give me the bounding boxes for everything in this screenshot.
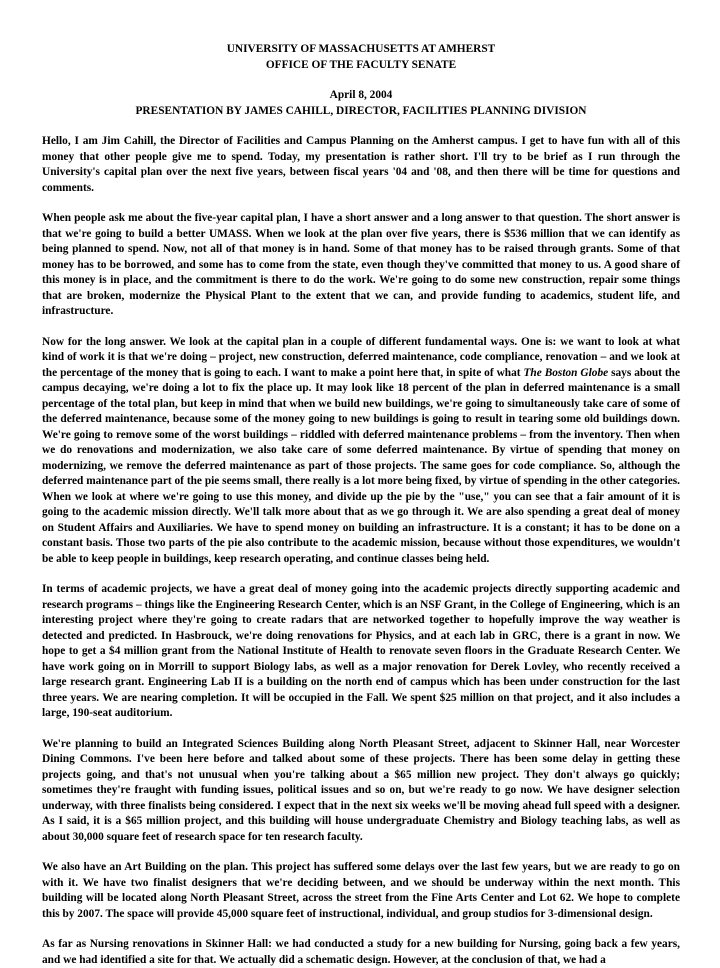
paragraph-art-building: We also have an Art Building on the plan. This project has suffered some delays over the last few years, but we are ready to go on with it. We have two finalist designers that we're deciding between, and we should be underway within the next month. This building will be located along North Pleasant Street, across the street from the Fine Arts Center and Lot 62. We hope to complete this by 2007. The space will provide 45,000 square feet of instructional, individual, and group studios for 3-dimensional design.	[42, 861, 680, 920]
university-title: UNIVERSITY OF MASSACHUSETTS AT AMHERST	[226, 43, 496, 55]
paragraph-long-answer-part-b: says about the campus decaying, we're doing a lot to fix the place up. It may look like 18 percent of the plan in deferred maintenance is a small percentage of the total plan, but keep in mind that when we build new buildings, we're going to simultaneously take care of some of the deferred maintenance, because some of the money going to new buildings is going to result in tearing some old buildings down. We're going to remove some of the worst buildings – riddled with deferred maintenance problems – from the inventory. Then when we do renovations and modernization, we also take care of some deferred maintenance. By virtue of spending that money on modernizing, we remove the deferred maintenance as part of those projects. The same goes for code compliance. So, although the deferred maintenance part of the pie seems small, there really is a lot more being fixed, by virtue of spending in the other categories. When we look at where we're going to use this money, and divide up the pie by the "use," you can see that a fair amount of it is going to the academic mission directly. We'll talk more about that as we go through it. We are also spending a great deal of money on Student Affairs and Auxiliaries. We have to spend money on building an infrastructure. It is a constant; it has to be done on a constant basis. Those two parts of the pie also contribute to the academic mission, because without those expenditures, we wouldn't be able to keep people in buildings, keep research operating, and continue classes being held.	[42, 366, 681, 565]
newspaper-title: The Boston Globe	[523, 366, 609, 379]
paragraph-intro: Hello, I am Jim Cahill, the Director of Facilities and Campus Planning on the Amherst campus. I get to have fun with all of this money that other people give me to spend. Today, my presentation is rather short. I'll try to be brief as I run through the University's capital plan over the next five years, between fiscal years '04 and '08, and then there will be time for questions and comments.	[42, 135, 680, 194]
presentation-date: April 8, 2004	[329, 89, 393, 101]
paragraph-integrated-sciences: We're planning to build an Integrated Sciences Building along North Pleasant Street, adjacent to Skinner Hall, near Worcester Dining Commons. I've been here before and talked about some of these projects. There has been some delay in getting these projects going, and that's not unusual when you're talking about a $65 million new project. They don't always go quickly; sometimes they're fraught with funding issues, political issues and so on, but we're ready to go now. We have designer selection underway, with three finalists being considered. I expect that in the next six weeks we'll be moving ahead full speed with a designer. As I said, it is a $65 million project, and this building will house undergraduate Chemistry and Biology teaching labs, as well as about 30,000 square feet of research space for ten research faculty.	[42, 737, 680, 843]
document-header	[42, 42, 680, 73]
presentation-header	[42, 88, 680, 119]
office-title: OFFICE OF THE FACULTY SENATE	[265, 58, 457, 71]
paragraph-nursing: As far as Nursing renovations in Skinner Hall: we had conducted a study for a new building for Nursing, going back a few years, and we had identified a site for that. We actually did a schematic design. However, at the conclusion of that, we had a	[42, 938, 680, 966]
paragraph-long-answer-part-a: Now for the long answer. We look at the capital plan in a couple of different fundamental ways. One is: we want to look at what kind of work it is that we're doing – project, new construction, deferred maintenance, code compliance, renovation – and we look at the percentage of the money that is going to each. I want to make a point here that, in spite of what	[42, 335, 680, 379]
presentation-title: PRESENTATION BY JAMES CAHILL, DIRECTOR, FACILITIES PLANNING DIVISION	[135, 104, 587, 117]
paragraph-academic-projects: In terms of academic projects, we have a great deal of money going into the academic projects directly supporting academic and research programs – things like the Engineering Research Center, which is an NSF Grant, in the College of Engineering, which is an interesting project where they're going to create radars that are networked together to hopefully improve the way weather is detected and predicted. In Hasbrouck, we're doing renovations for Physics, and at each lab in GRC, there is a grant in now. We hope to get a $4 million grant from the National Institute of Health to renovate seven floors in the Graduate Research Center. We have work going on in Morrill to support Biology labs, as well as a major renovation for Derek Lovley, who recently received a large research grant. Engineering Lab II is a building on the north end of campus which has been under construction for the last three years. We are nearing completion. It will be occupied in the Fall. We spent $25 million on that project, and it also includes a large, 190-seat auditorium.	[42, 583, 680, 719]
paragraph-long-answer	[42, 335, 680, 568]
paragraph-short-answer: When people ask me about the five-year capital plan, I have a short answer and a long answer to that question. The short answer is that we're going to build a better UMASS. When we look at the plan over five years, there is $536 million that we can identify as being planned to spend. Now, not all of that money is in hand. Some of that money has to be raised through grants. Some of that money has to be borrowed, and some has to come from the state, even though they've committed that money to us. A good share of this money is in place, and the commitment is there to do the work. We're going to do some new construction, repair some things that are broken, modernize the Physical Plant to the extent that we can, and provide funding to academics, student life, and infrastructure.	[42, 212, 680, 317]
